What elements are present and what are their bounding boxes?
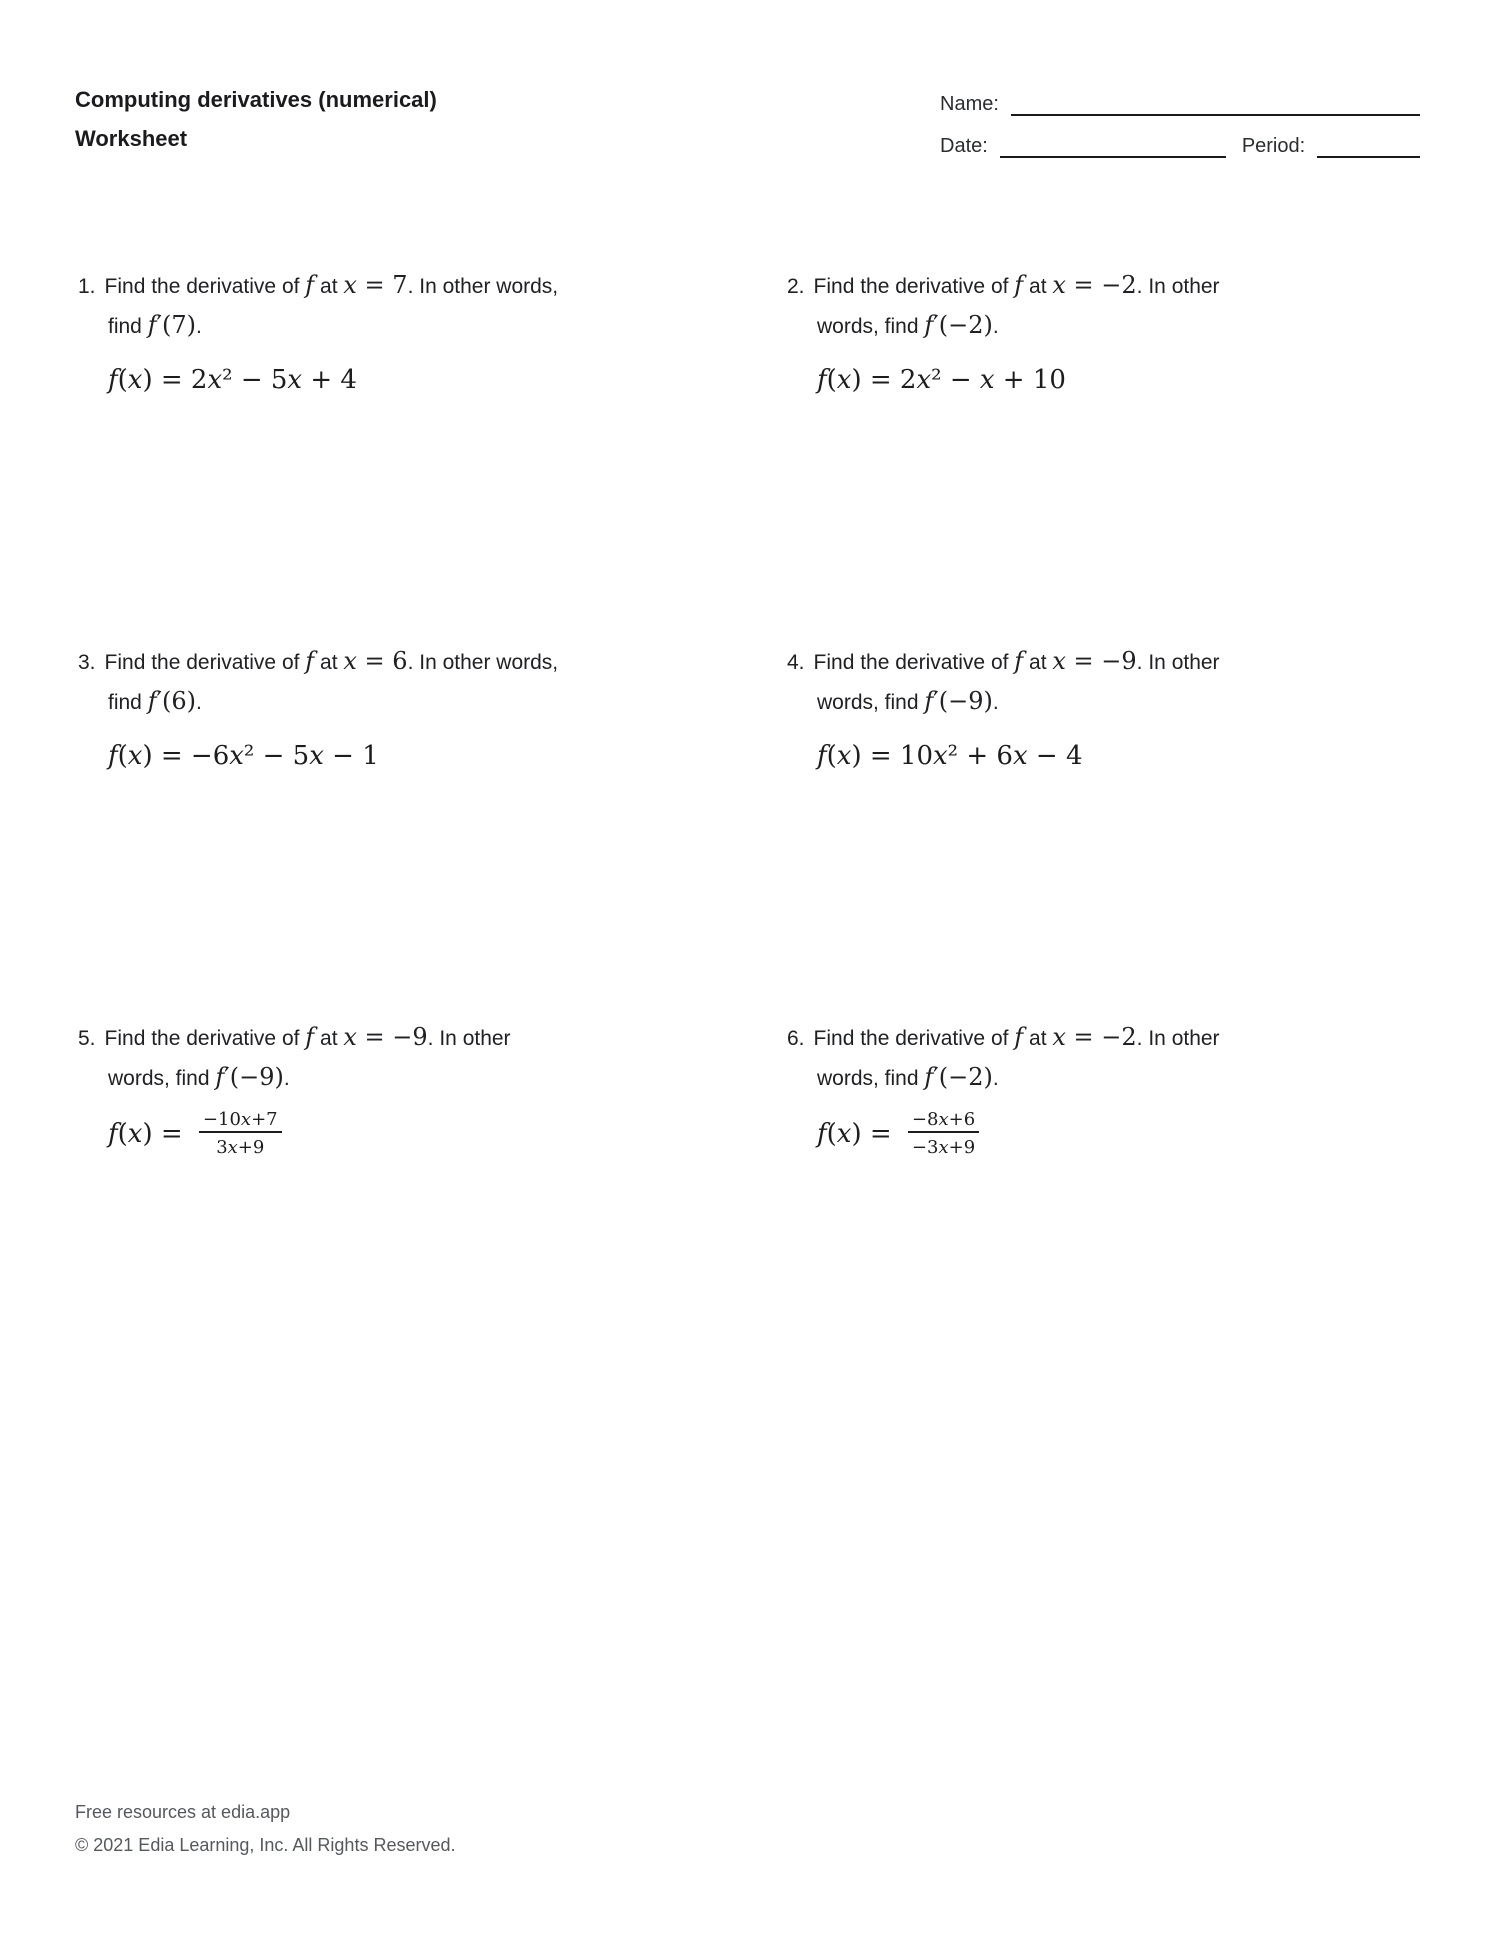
- problem-number: 1.: [78, 275, 96, 298]
- math-segment: = 6: [356, 647, 408, 675]
- math-segment: −3: [911, 1137, 939, 1158]
- text-segment: . In other: [1136, 651, 1220, 674]
- math-segment: x: [1052, 271, 1066, 299]
- problem-number: 2.: [787, 275, 805, 298]
- math-segment: f: [215, 1063, 225, 1091]
- text-segment: words, find: [817, 315, 925, 338]
- problem-1: [78, 266, 728, 403]
- math-segment: +9: [948, 1137, 976, 1158]
- math-segment: ² − 5: [243, 741, 310, 771]
- problem-number: 4.: [787, 651, 805, 674]
- math-segment: +6: [948, 1109, 976, 1130]
- problem-number: 6.: [787, 1027, 805, 1050]
- text-segment: .: [992, 315, 999, 338]
- math-segment: x: [227, 1137, 238, 1158]
- math-segment: ′(7): [156, 311, 197, 339]
- fraction-denominator: [199, 1133, 282, 1159]
- function-formula: [787, 356, 1437, 403]
- date-label: Date:: [940, 135, 988, 157]
- math-segment: x: [836, 741, 852, 771]
- math-segment: ′(−2): [933, 1063, 993, 1091]
- math-segment: ′(−9): [224, 1063, 284, 1091]
- math-segment: f: [924, 687, 934, 715]
- text-segment: Find the derivative of: [104, 275, 306, 298]
- math-segment: x: [343, 271, 357, 299]
- page-title: Computing derivatives (numerical): [75, 87, 437, 112]
- statement-line-1: [78, 1018, 728, 1058]
- math-segment: x: [916, 365, 932, 395]
- math-segment: f: [817, 1118, 827, 1149]
- statement-text: [104, 271, 559, 299]
- text-segment: Find the derivative of: [104, 1027, 306, 1050]
- math-segment: −8: [911, 1109, 939, 1130]
- math-segment: (: [117, 741, 128, 771]
- period-label: Period:: [1241, 135, 1306, 157]
- math-segment: ′(−9): [933, 687, 993, 715]
- text-segment: at: [314, 275, 344, 298]
- math-segment: x: [1052, 647, 1066, 675]
- statement-line-1: [78, 642, 728, 682]
- fraction-numerator: [199, 1105, 282, 1133]
- math-segment: f: [305, 1023, 315, 1051]
- math-segment: x: [127, 1118, 143, 1149]
- math-segment: x: [127, 365, 143, 395]
- text-segment: words, find: [108, 1067, 216, 1090]
- text-segment: . In other: [427, 1027, 511, 1050]
- text-segment: .: [196, 691, 202, 714]
- math-segment: ) = 2: [851, 365, 917, 395]
- math-segment: (: [117, 365, 128, 395]
- statement-line-2: [78, 682, 728, 722]
- text-segment: .: [992, 1067, 999, 1090]
- problem-6: [787, 1018, 1437, 1162]
- statement-line-2: [78, 1058, 728, 1098]
- header-fields: [940, 90, 1420, 158]
- math-segment: f: [817, 365, 827, 395]
- text-segment: Find the derivative of: [813, 651, 1015, 674]
- problem-2: [787, 266, 1437, 403]
- text-segment: at: [314, 651, 344, 674]
- math-segment: ′(6): [156, 687, 197, 715]
- text-segment: . In other: [1136, 275, 1220, 298]
- math-segment: x: [979, 365, 995, 395]
- math-segment: x: [836, 365, 852, 395]
- math-segment: ² + 6: [947, 741, 1013, 771]
- math-segment: ² −: [931, 365, 980, 395]
- math-segment: (: [117, 1118, 128, 1149]
- footer: [75, 1796, 455, 1862]
- problem-4: [787, 642, 1437, 779]
- text-segment: . In other: [1136, 1027, 1220, 1050]
- math-segment: x: [127, 741, 143, 771]
- footer-resources: Free resources at edia.app: [75, 1802, 291, 1822]
- problem-3: [78, 642, 728, 779]
- math-segment: ) = 10: [851, 741, 933, 771]
- math-segment: f: [1014, 271, 1024, 299]
- math-segment: x: [309, 741, 324, 771]
- math-segment: ) =: [142, 1118, 191, 1149]
- period-blank-line: [1317, 132, 1420, 158]
- function-formula: [78, 1108, 728, 1162]
- math-segment: f: [108, 741, 118, 771]
- problem-5: [78, 1018, 728, 1162]
- date-period-row: [940, 132, 1420, 158]
- statement-line-1: [787, 266, 1437, 306]
- statement-line-2: [78, 306, 728, 346]
- math-segment: x: [287, 365, 303, 395]
- math-segment: x: [229, 741, 244, 771]
- math-segment: f: [924, 311, 934, 339]
- fraction-numerator: [908, 1105, 979, 1133]
- math-segment: ′(−2): [933, 311, 993, 339]
- math-segment: x: [1052, 1023, 1066, 1051]
- fraction-denominator: [908, 1133, 979, 1159]
- math-segment: ² − 5: [222, 365, 288, 395]
- math-segment: f: [305, 271, 315, 299]
- math-segment: f: [147, 687, 157, 715]
- math-segment: + 4: [302, 365, 357, 395]
- math-segment: f: [1014, 647, 1024, 675]
- math-segment: +7: [251, 1109, 278, 1130]
- text-segment: at: [1023, 651, 1053, 674]
- math-segment: ) =: [851, 1118, 900, 1149]
- math-segment: (: [826, 741, 837, 771]
- name-blank-line: [1011, 90, 1420, 116]
- function-formula: [787, 1108, 1437, 1162]
- text-segment: .: [992, 691, 999, 714]
- text-segment: words, find: [817, 1067, 925, 1090]
- name-row: [940, 90, 1420, 116]
- statement-line-2: [787, 306, 1437, 346]
- math-segment: −10: [202, 1109, 241, 1130]
- name-label: Name:: [940, 93, 999, 115]
- math-segment: x: [938, 1137, 949, 1158]
- title-block: [75, 80, 437, 158]
- math-segment: x: [938, 1109, 949, 1130]
- math-segment: f: [147, 311, 157, 339]
- problem-number: 5.: [78, 1027, 96, 1050]
- math-segment: f: [305, 647, 315, 675]
- text-segment: find: [108, 691, 148, 714]
- statement-line-2: [787, 1058, 1437, 1098]
- fraction: [908, 1105, 979, 1159]
- statement-line-1: [78, 266, 728, 306]
- math-segment: f: [1014, 1023, 1024, 1051]
- statement-text: [813, 271, 1220, 299]
- math-segment: = 7: [356, 271, 408, 299]
- page-subtitle: Worksheet: [75, 126, 188, 151]
- statement-text: [104, 647, 559, 675]
- math-segment: f: [817, 741, 827, 771]
- math-segment: + 10: [994, 365, 1066, 395]
- statement-line-1: [787, 642, 1437, 682]
- function-formula: [787, 732, 1437, 779]
- problem-number: 3.: [78, 651, 96, 674]
- statement-line-2: [787, 682, 1437, 722]
- math-segment: f: [108, 365, 118, 395]
- statement-line-1: [787, 1018, 1437, 1058]
- text-segment: Find the derivative of: [104, 651, 306, 674]
- text-segment: . In other words,: [407, 275, 559, 298]
- math-segment: = −9: [356, 1023, 428, 1051]
- text-segment: at: [1023, 275, 1053, 298]
- text-segment: at: [314, 1027, 344, 1050]
- text-segment: at: [1023, 1027, 1053, 1050]
- date-blank-line: [1000, 132, 1226, 158]
- math-segment: x: [343, 647, 357, 675]
- function-formula: [78, 356, 728, 403]
- text-segment: . In other words,: [407, 651, 559, 674]
- math-segment: (: [826, 365, 837, 395]
- text-segment: Find the derivative of: [813, 1027, 1015, 1050]
- math-segment: (: [826, 1118, 837, 1149]
- math-segment: x: [933, 741, 948, 771]
- math-segment: x: [836, 1118, 852, 1149]
- footer-copyright: © 2021 Edia Learning, Inc. All Rights Reserved.: [75, 1835, 456, 1855]
- text-segment: Find the derivative of: [813, 275, 1015, 298]
- fraction: [199, 1105, 282, 1159]
- statement-text: [104, 1023, 511, 1051]
- math-segment: x: [207, 365, 223, 395]
- math-segment: x: [343, 1023, 357, 1051]
- math-segment: f: [924, 1063, 934, 1091]
- math-segment: 3: [216, 1137, 228, 1158]
- function-formula: [78, 732, 728, 779]
- math-segment: − 4: [1027, 741, 1083, 771]
- math-segment: +9: [237, 1137, 265, 1158]
- math-segment: = −2: [1065, 271, 1137, 299]
- math-segment: f: [108, 1118, 118, 1149]
- math-segment: = −2: [1065, 1023, 1137, 1051]
- text-segment: find: [108, 315, 148, 338]
- statement-text: [813, 647, 1220, 675]
- text-segment: .: [196, 315, 202, 338]
- text-segment: .: [283, 1067, 290, 1090]
- statement-text: [813, 1023, 1220, 1051]
- math-segment: x: [1012, 741, 1028, 771]
- math-segment: − 1: [323, 741, 379, 771]
- text-segment: words, find: [817, 691, 925, 714]
- math-segment: = −9: [1065, 647, 1137, 675]
- math-segment: ) = 2: [142, 365, 208, 395]
- math-segment: x: [240, 1109, 252, 1130]
- math-segment: ) = −6: [142, 741, 230, 771]
